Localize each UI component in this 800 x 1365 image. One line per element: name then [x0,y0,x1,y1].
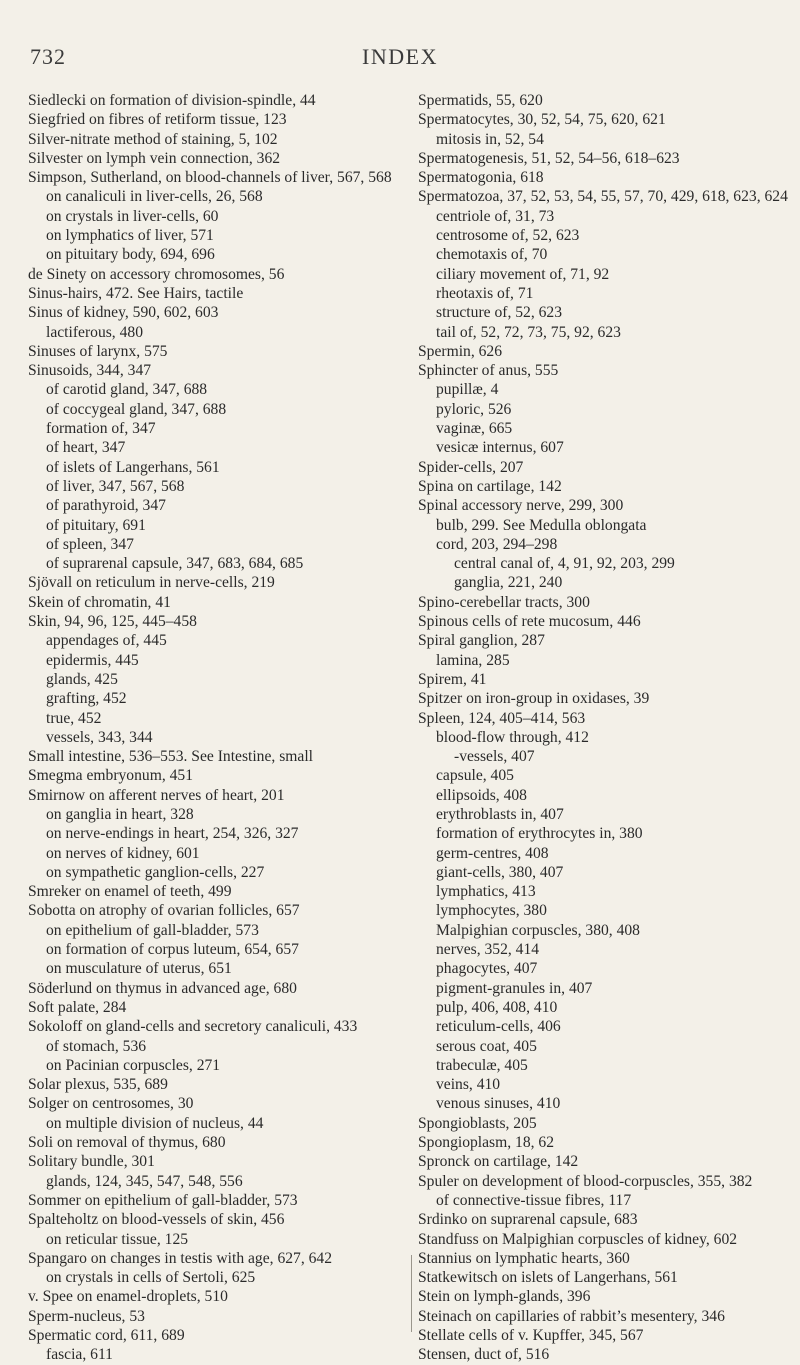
index-entry: Sinusoids, 344, 347 [28,362,152,380]
index-subentry: lymphatics, 413 [436,883,536,901]
index-subentry: on nerves of kidney, 601 [46,844,200,862]
index-entry: Spiral ganglion, 287 [418,632,545,650]
index-subentry: of carotid gland, 347, 688 [46,381,208,399]
index-entry: Stellate cells of v. Kupffer, 345, 567 [418,1327,644,1344]
index-subentry: on pituitary body, 694, 696 [46,246,215,264]
index-entry: Spina on cartilage, 142 [418,477,562,495]
index-entry: Simpson, Sutherland, on blood-channels of liver, 567, 568 [28,169,392,187]
index-subentry: on crystals in liver-cells, 60 [46,207,219,225]
index-subentry: -vessels, 407 [454,748,535,766]
index-entry: Spongioplasm, 18, 62 [418,1134,555,1152]
column-divider [411,1255,412,1332]
index-entry: Spangaro on changes in testis with age, 627, 642 [28,1249,333,1267]
index-entry: Spitzer on iron-group in oxidases, 39 [418,690,650,708]
index-subentry: on musculature of uterus, 651 [46,960,232,978]
index-entry: Sobotta on atrophy of ovarian follicles, 657 [28,902,300,920]
index-entry: Spermatogenesis, 51, 52, 54–56, 618–623 [418,149,680,167]
index-subentry: of pituitary, 691 [46,516,146,534]
index-subentry: of stomach, 536 [46,1037,147,1055]
index-subentry: ganglia, 221, 240 [454,574,563,592]
page-header [0,44,800,74]
index-entry: Siegfried on fibres of retiform tissue, 123 [28,111,287,129]
index-entry: Skin, 94, 96, 125, 445–458 [28,613,197,631]
index-entry: Steinach on capillaries of rabbit’s mesentery, 346 [418,1307,725,1325]
index-entry: Standfuss on Malpighian corpuscles of kidney, 602 [418,1230,738,1248]
index-subentry: formation of, 347 [46,420,156,438]
index-subentry: true, 452 [46,709,102,727]
index-entry: Spuler on development of blood-corpuscles, 355, 382 [418,1172,753,1190]
index-entry: de Sinety on accessory chromosomes, 56 [28,265,285,283]
index-subentry: of connective-tissue fibres, 117 [436,1191,632,1209]
index-subentry: on sympathetic ganglion-cells, 227 [46,863,265,881]
index-entry: Skein of chromatin, 41 [28,593,171,611]
index-entry: Sphincter of anus, 555 [418,362,559,380]
index-subentry: of suprarenal capsule, 347, 683, 684, 685 [46,555,304,573]
index-subentry: of heart, 347 [46,439,126,457]
index-subentry: glands, 124, 345, 547, 548, 556 [46,1172,243,1190]
index-entry: Siedlecki on formation of division-spindle, 44 [28,92,316,109]
index-entry: Stannius on lymphatic hearts, 360 [418,1249,630,1267]
index-entry: Spermatic cord, 611, 689 [28,1327,185,1344]
index-subentry: on multiple division of nucleus, 44 [46,1114,264,1132]
index-subentry: vessels, 343, 344 [46,728,153,746]
index-entry: Spirem, 41 [418,670,487,688]
index-subentry: trabeculæ, 405 [436,1056,528,1074]
index-entry: Sokoloff on gland-cells and secretory canaliculi, 433 [28,1018,358,1036]
index-subentry: fascia, 611 [46,1346,113,1364]
index-subentry: mitosis in, 52, 54 [436,130,544,148]
index-entry: Smirnow on afferent nerves of heart, 201 [28,786,285,804]
index-column-left [28,91,402,1365]
index-subentry: on nerve-endings in heart, 254, 326, 327 [46,825,299,843]
index-entry: Soli on removal of thymus, 680 [28,1134,226,1152]
index-entry: v. Spee on enamel-droplets, 510 [28,1288,228,1306]
index-subentry: capsule, 405 [436,767,514,785]
index-entry: Spinous cells of rete mucosum, 446 [418,613,641,631]
index-subentry: on canaliculi in liver-cells, 26, 568 [46,188,263,206]
index-subentry: chemotaxis of, 70 [436,246,548,264]
index-entry: Stein on lymph-glands, 396 [418,1288,591,1306]
index-subentry: lamina, 285 [436,651,510,669]
index-subentry: erythroblasts in, 407 [436,805,564,823]
index-entry: Söderlund on thymus in advanced age, 680 [28,979,297,997]
index-subentry: on Pacinian corpuscles, 271 [46,1056,221,1074]
index-entry: Spermatozoa, 37, 52, 53, 54, 55, 57, 70, 429, 618, 623, 624 [418,188,788,206]
index-subentry: pyloric, 526 [436,400,512,418]
index-entry: Spino-cerebellar tracts, 300 [418,593,590,611]
index-subentry: centriole of, 31, 73 [436,207,555,225]
index-entry: Spider-cells, 207 [418,458,524,476]
index-subentry: bulb, 299. See Medulla oblongata [436,516,647,534]
index-subentry: pupillæ, 4 [436,381,499,399]
index-subentry: on ganglia in heart, 328 [46,805,194,823]
index-subentry: on lymphatics of liver, 571 [46,227,214,245]
index-subentry: glands, 425 [46,670,118,688]
page-number: 732 [30,44,66,69]
index-subentry: on epithelium of gall-bladder, 573 [46,921,259,939]
index-subentry: ellipsoids, 408 [436,786,527,804]
index-entry: Sperm-nucleus, 53 [28,1307,145,1325]
index-column-right [418,91,792,1365]
index-subentry: phagocytes, 407 [436,960,538,978]
index-subentry: reticulum-cells, 406 [436,1018,561,1036]
index-entry: Smegma embryonum, 451 [28,767,194,785]
index-entry: Spalteholtz on blood-vessels of skin, 456 [28,1211,285,1229]
index-entry: Spermatogonia, 618 [418,169,544,187]
index-subentry: serous coat, 405 [436,1037,537,1055]
index-subentry: structure of, 52, 623 [436,304,563,322]
index-entry: Sinus of kidney, 590, 602, 603 [28,304,219,322]
index-subentry: veins, 410 [436,1076,501,1094]
index-entry: Spermin, 626 [418,342,503,360]
index-entry: Small intestine, 536–553. See Intestine, small [28,748,313,766]
index-entry: Sinus-hairs, 472. See Hairs, tactile [28,284,244,302]
index-subentry: nerves, 352, 414 [436,941,540,959]
index-subentry: venous sinuses, 410 [436,1095,561,1113]
index-subentry: pulp, 406, 408, 410 [436,998,558,1016]
index-subentry: vaginæ, 665 [436,420,513,438]
index-entry: Spermatocytes, 30, 52, 54, 75, 620, 621 [418,111,666,129]
index-subentry: of parathyroid, 347 [46,497,166,515]
index-subentry: on formation of corpus luteum, 654, 657 [46,941,299,959]
index-subentry: central canal of, 4, 91, 92, 203, 299 [454,555,675,573]
index-subentry: germ-centres, 408 [436,844,549,862]
index-subentry: epidermis, 445 [46,651,139,669]
index-entry: Silvester on lymph vein connection, 362 [28,149,281,167]
index-subentry: blood-flow through, 412 [436,728,589,746]
index-entry: Smreker on enamel of teeth, 499 [28,883,232,901]
index-subentry: of liver, 347, 567, 568 [46,477,185,495]
index-subentry: on reticular tissue, 125 [46,1230,189,1248]
index-subentry: rheotaxis of, 71 [436,284,534,302]
running-head: INDEX [362,44,438,69]
index-subentry: of coccygeal gland, 347, 688 [46,400,227,418]
index-subentry: pigment-granules in, 407 [436,979,593,997]
index-entry: Stensen, duct of, 516 [418,1346,550,1364]
index-entry: Statkewitsch on islets of Langerhans, 561 [418,1269,678,1287]
index-subentry: grafting, 452 [46,690,127,708]
index-subentry: tail of, 52, 72, 73, 75, 92, 623 [436,323,621,341]
index-subentry: lymphocytes, 380 [436,902,547,920]
index-entry: Sommer on epithelium of gall-bladder, 573 [28,1191,298,1209]
index-subentry: on crystals in cells of Sertoli, 625 [46,1269,256,1287]
index-entry: Sjövall on reticulum in nerve-cells, 219 [28,574,275,592]
index-subentry: vesicæ internus, 607 [436,439,564,457]
index-entry: Silver-nitrate method of staining, 5, 102 [28,130,278,148]
index-subentry: formation of erythrocytes in, 380 [436,825,643,843]
index-entry: Spronck on cartilage, 142 [418,1153,579,1171]
index-entry: Spinal accessory nerve, 299, 300 [418,497,624,515]
index-subentry: lactiferous, 480 [46,323,143,341]
index-subentry: Malpighian corpuscles, 380, 408 [436,921,640,939]
index-entry: Solar plexus, 535, 689 [28,1076,168,1094]
index-entry: Solitary bundle, 301 [28,1153,155,1171]
index-subentry: of islets of Langerhans, 561 [46,458,220,476]
index-subentry: cord, 203, 294–298 [436,535,558,553]
index-entry: Spongioblasts, 205 [418,1114,537,1132]
index-entry: Spleen, 124, 405–414, 563 [418,709,586,727]
index-entry: Spermatids, 55, 620 [418,92,543,109]
index-entry: Solger on centrosomes, 30 [28,1095,194,1113]
index-entry: Soft palate, 284 [28,998,127,1016]
index-subentry: appendages of, 445 [46,632,167,650]
index-subentry: of spleen, 347 [46,535,134,553]
index-entry: Srdinko on suprarenal capsule, 683 [418,1211,638,1229]
index-subentry: ciliary movement of, 71, 92 [436,265,610,283]
index-subentry: giant-cells, 380, 407 [436,863,564,881]
index-entry: Sinuses of larynx, 575 [28,342,168,360]
index-subentry: centrosome of, 52, 623 [436,227,580,245]
